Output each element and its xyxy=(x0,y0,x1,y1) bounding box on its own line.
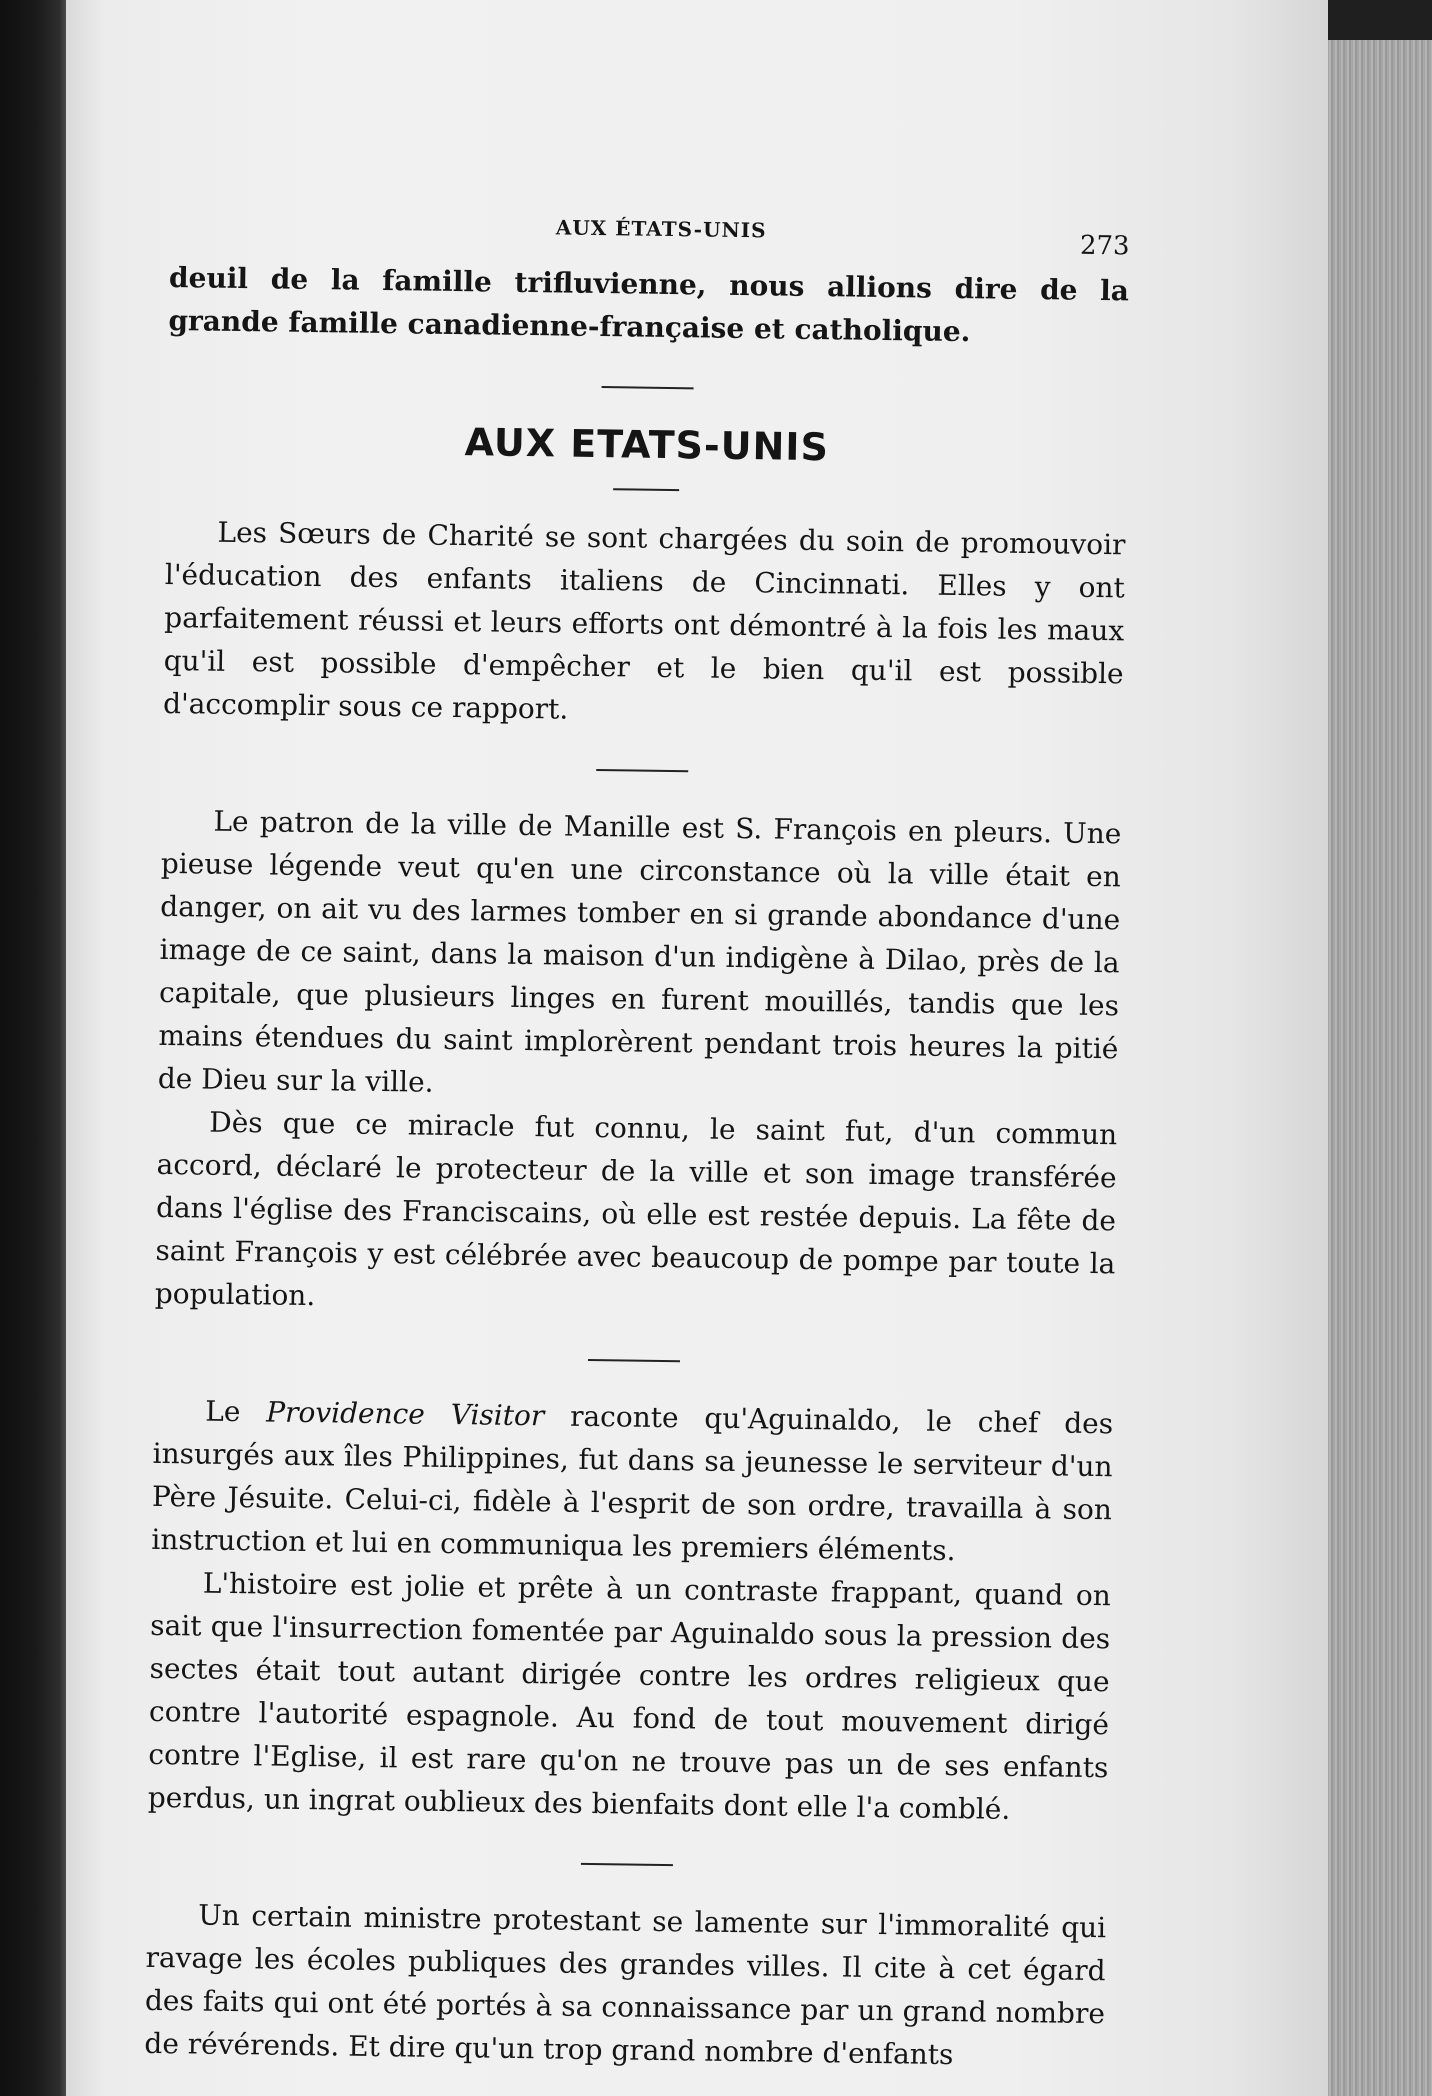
running-title: AUX ÉTATS-UNIS xyxy=(555,215,767,243)
page-content xyxy=(144,210,1130,2078)
paragraph-divider xyxy=(596,769,688,772)
title-divider xyxy=(613,488,679,491)
page-number: 273 xyxy=(1079,230,1130,262)
background-top-right xyxy=(1328,0,1432,40)
page-block-edges xyxy=(1328,40,1432,2096)
paragraph-prefix: Le xyxy=(205,1394,267,1429)
paragraph-divider xyxy=(581,1863,673,1866)
paragraph-manille-miracle: Dès que ce miracle fut connu, le saint fut, d'un commun accord, déclaré le protecteur de la ville et son image transférée dans l'église des Franciscains, où elle est restée depuis. La fête de saint François y est célébrée avec beaucoup de pompe par toute la population. xyxy=(154,1105,1118,1313)
paragraph-histoire-contraste: L'histoire est jolie et prête à un contraste frappant, quand on sait que l'insurrection fomentée par Aguinaldo sous la pression des sectes était tout autant dirigée contre les ordres religieux que contre l'autorité espagnole. Au fond de tout mouvement dirigé contre l'Eglise, il est rare qu'on ne trouve pas un de ses enfants perdus, un ingrat oublieux des bienfaits dont elle l'a comblé. xyxy=(147,1566,1111,1826)
book-gutter xyxy=(0,0,66,2096)
paragraph-soeurs-de-charite: Les Sœurs de Charité se sont chargées du soin de promouvoir l'éducation des enfants italiens de Cincinnati. Elles y ont parfaitement réussi et leurs efforts ont démontré à la fois les maux qu'il est possible d'empêcher et le bien qu'il est possible d'accomplir sous ce rapport. xyxy=(162,515,1126,726)
section-divider xyxy=(602,386,694,389)
opening-paragraph: deuil de la famille trifluvienne, nous allions dire de la grande famille canadienne-française et catholique. xyxy=(168,260,1130,349)
paragraph-text: raconte qu'Aguinaldo, le chef des insurgés aux îles Philippines, fut dans sa jeunesse le serviteur d'un Père Jésuite. Celui-ci, fidèle à l'esprit de son ordre, travailla à son instruction et lui en communiqua les premiers éléments. xyxy=(151,1399,1114,1568)
paragraph-manille-legende: Le patron de la ville de Manille est S. François en pleurs. Une pieuse légende veut qu'en une circonstance où la ville était en danger, on ait vu des larmes tomber en si grande abondance d'une image de ce saint, dans la maison d'un indigène à Dilao, près de la capitale, que plusieurs linges en furent mouillés, tandis que les mains étendues du saint implorèrent pendant trois heures la pitié de Dieu sur la ville. xyxy=(157,804,1122,1099)
paragraph-ministre-protestant: Un certain ministre protestant se lamente sur l'immoralité qui ravage les écoles publiques des grandes villes. Il cite à cet égard des faits qui ont été portés à sa connaissance par un grand nombre de révérends. Et dire qu'un trop grand nombre d'enfants xyxy=(144,1898,1107,2072)
paragraph-divider xyxy=(588,1359,680,1362)
section-title: AUX ETATS-UNIS xyxy=(464,420,830,470)
paragraph-providence-visitor xyxy=(151,1389,1113,1574)
newspaper-title: Providence Visitor xyxy=(266,1395,545,1433)
